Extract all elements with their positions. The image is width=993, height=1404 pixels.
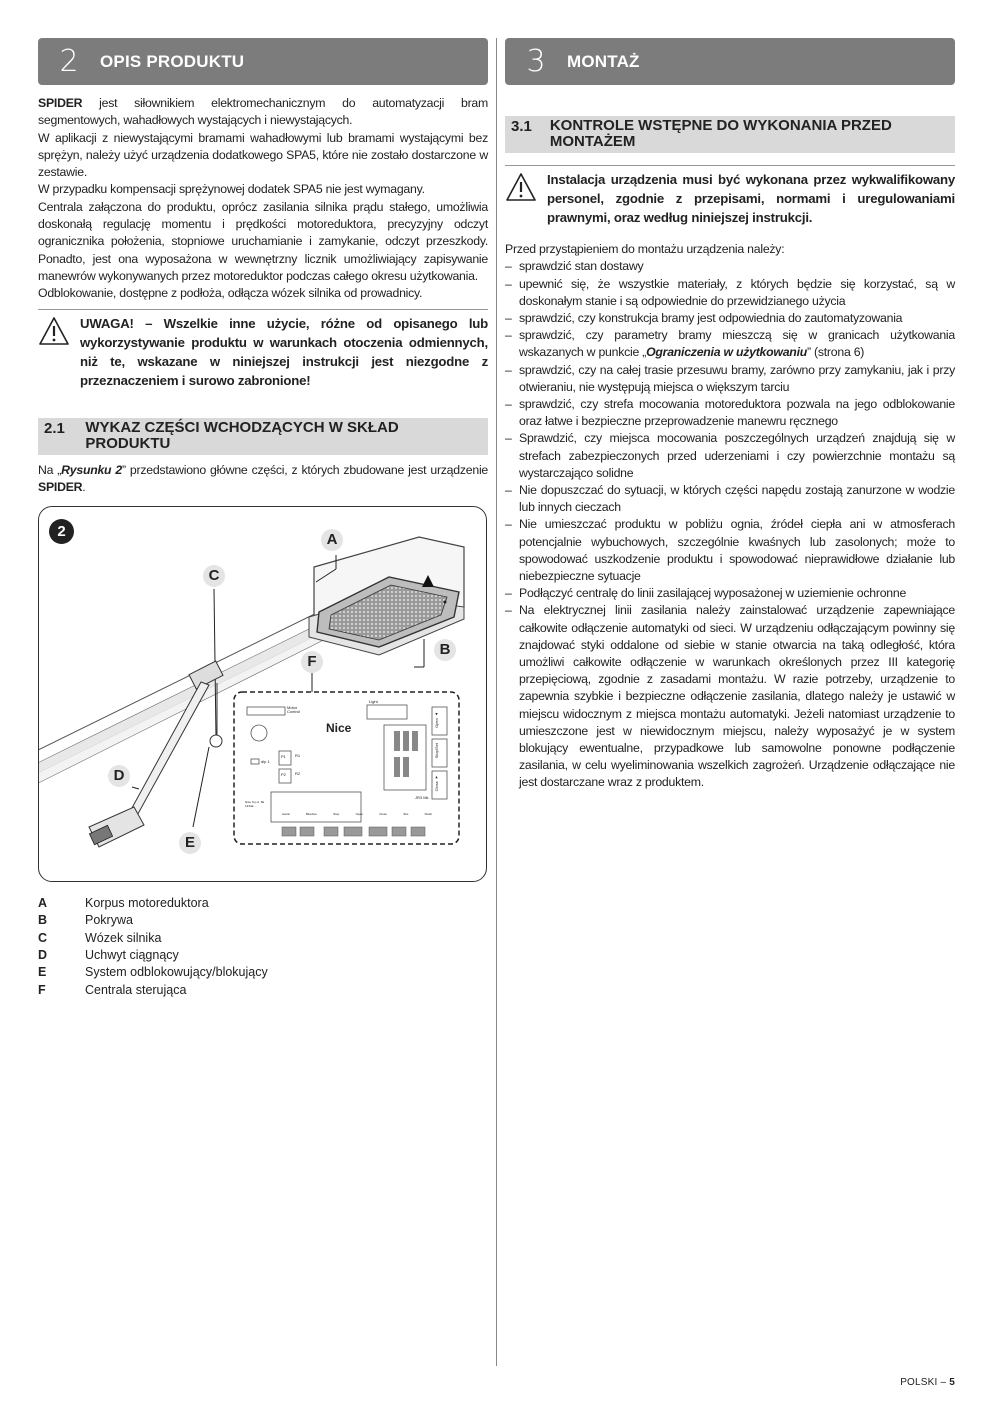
section-header-3-1 <box>505 116 955 153</box>
warning-triangle-icon <box>505 170 547 227</box>
board-r2: R2 <box>295 771 301 777</box>
right-column <box>505 38 955 792</box>
checklist <box>505 258 955 791</box>
page-footer: POLSKI – 5 <box>900 1377 955 1388</box>
chapter-title: MONTAŻ <box>567 51 640 71</box>
section-title: KONTROLE WSTĘPNE DO WYKONANIA PRZED MONTAŻEM <box>549 117 892 150</box>
board-jumper-labels: Aerial Bluebus Stop Open Close Sbs Flash <box>282 812 432 817</box>
callout-a: A <box>321 529 343 551</box>
warning-block <box>505 165 955 227</box>
intro-paragraph-2: W aplikacji z niewystającymi bramami wahadłowymi lub bramami wystającymi bez sprężyn, należy użyć urządzenia dodatkowego SPA5, które nie zostało dostarczone w zestawie. <box>38 130 488 180</box>
board-close: Close ▼ <box>434 775 439 792</box>
chapter-number: 2 <box>59 44 79 79</box>
section-title: WYKAZ CZĘŚCI WCHODZĄCYCH W SKŁAD PRODUKTU <box>85 418 399 452</box>
list-item: – Na elektrycznej linii zasilania należy zainstalować urządzenie zapewniające całkowite odłączenie automatyki od sieci. W urządzeniu odłączającym powinny się znajdować styki oddalone od siebie w stanie otwarcia na taką odległość, która umożliwi całkowite odłączenie w warunkach określonych przez III kategorię przepięciową, zgodnie z zasadami montażu. W razie potrzeby, urządzenie to zapewnia szybkie i bezpieczne odłączenie zasilania, dlatego należy je ustawić w miejscu widocznym z miejsca montażu automatyki. Jeżeli natomiast urządzenie to umieszczone jest w niewidocznym miejscu, należy wyposażyć je w system blokujący ewentualne, przypadkowe lub samowolne ponowne podłączenie zasilania, w celu wyeliminowania wszelkich zagrożeń. Urządzenie odłączające nie jest dostarczane wraz z produktem. <box>505 602 955 791</box>
list-item: – Nie dopuszczać do sytuacji, w których części napędu zostają zanurzone w wodzie lub innych cieczach <box>505 482 955 516</box>
intro-paragraph-3: W przypadku kompensacji sprężynowej dodatek SPA5 nie jest wymagany. <box>38 182 425 197</box>
board-open: Open ▲ <box>434 712 439 729</box>
intro-paragraph-1: SPIDER jest siłownikiem elektromechanicznym do automatyzacji bram segmentowych, wahadłowych wystających i niewystających. <box>38 96 488 128</box>
chapter-header-2 <box>38 38 488 85</box>
callout-c: C <box>203 565 225 587</box>
list-item: – sprawdzić, czy konstrukcja bramy jest odpowiednia do zautomatyzowania <box>505 310 955 327</box>
figure-2 <box>38 506 487 882</box>
board-dip: dip 1 <box>261 759 270 765</box>
list-item: – sprawdzić stan dostawy <box>505 258 955 275</box>
callout-d: D <box>108 765 130 787</box>
figure-legend <box>38 895 488 999</box>
warning-block <box>38 309 488 390</box>
legend-item: D Uchwyt ciągnący <box>38 948 179 963</box>
board-fw: Nice S.p.A. 8a 1234a... <box>245 800 265 809</box>
left-column <box>38 38 488 999</box>
callout-e: E <box>179 832 201 854</box>
board-brand: Nice <box>326 721 352 736</box>
limits-reference: Ograniczenia w użytkowaniu <box>646 345 808 360</box>
product-description <box>38 95 488 303</box>
figure-intro-text: Na „Rysunku 2” przedstawiono główne części, z których zbudowane jest urządzenie SPIDER. <box>38 462 489 494</box>
board-p1: P1 <box>281 754 286 760</box>
chapter-header-3 <box>505 38 955 85</box>
legend-item: C Wózek silnika <box>38 930 162 945</box>
legend-item: F Centrala sterująca <box>38 982 187 997</box>
chapter-title: OPIS PRODUKTU <box>100 51 245 71</box>
list-item: – upewnić się, że wszystkie materiały, z których będzie się korzystać, są w doskonałym stanie i są odpowiednie do przewidzianego użycia <box>505 276 955 310</box>
board-stop: Stop/Set <box>434 743 439 759</box>
checklist-intro: Przed przystąpieniem do montażu urządzenia należy: <box>505 242 785 256</box>
list-item: – Nie umieszczać produktu w pobliżu ognia, źródeł ciepła ani w atmosferach potencjalnie wybuchowych, szczególnie kwaśnych lub zasolonych; może to spowodować uszkodzenie produktu i spowodować nieprawidłowe działanie lub niebezpieczne sytuacje <box>505 516 955 585</box>
intro-paragraph-5: Odblokowanie, dostępne z podłoża, odłącza wózek silnika od prowadnicy. <box>38 286 423 301</box>
warning-text: Instalacja urządzenia musi być wykonana przez wykwalifikowany personel, zgodnie z przepisami, normami i uregulowaniami prawnymi, oraz według niniejszej instrukcji. <box>547 172 955 225</box>
figure-reference: Rysunku 2 <box>61 462 122 477</box>
list-item: – Podłączyć centralę do linii zasilającej wyposażonej w uziemienie ochronne <box>505 585 955 602</box>
list-item: – Sprawdzić, czy miejsca mocowania poszczególnych urządzeń znajdują się w strefach zabezpieczonych przed uderzeniami i czy powierzchnie montażu są wystarczająco solidne <box>505 430 955 482</box>
product-name: SPIDER <box>38 479 83 494</box>
board-r1: R1 <box>295 753 301 759</box>
section-number: 3.1 <box>511 118 532 135</box>
figure-illustration <box>39 507 487 882</box>
section-header-2-1 <box>38 418 488 455</box>
section-number: 2.1 <box>44 419 65 437</box>
legend-item: B Pokrywa <box>38 913 133 928</box>
product-name: SPIDER <box>38 96 83 110</box>
board-motor-control: Motor Control <box>287 705 300 715</box>
legend-item: A Korpus motoreduktora <box>38 896 209 911</box>
board-sn: JR3 Mk <box>415 795 429 801</box>
column-divider <box>496 38 497 1366</box>
callout-f: F <box>301 651 323 673</box>
warning-text: UWAGA! – Wszelkie inne użycie, różne od opisanego lub wykorzystywanie produktu w warunkach otoczenia odmiennych, niż te, wskazane w niniejszej instrukcji jest niezgodne z przeznaczeniem i surowo zabronione! <box>80 315 488 388</box>
list-item: – sprawdzić, czy na całej trasie przesuwu bramy, zarówno przy zamykaniu, jak i przy otwieraniu, nie występują miejsca o większym tarciu <box>505 362 955 396</box>
list-item: – sprawdzić, czy parametry bramy mieszczą się w granicach użytkowania wskazanych w punkcie „Ograniczenia w użytkowaniu” (strona 6) <box>505 327 955 361</box>
board-p2: P2 <box>281 772 286 778</box>
figure-number-badge: 2 <box>49 519 74 544</box>
legend-item: E System odblokowujący/blokujący <box>38 965 268 980</box>
intro-paragraph-4: Centrala załączona do produktu, oprócz zasilania silnika prądu stałego, umożliwia doskonałą regulację momentu i prędkości motoreduktora, precyzyjny odczyt ogranicznika położenia, stopniowe uruchamianie i zamykanie, odczyt przeszkody. Ponadto, jest ona wyposażona w wewnętrzny licznik umożliwiający zapisywanie manewrów wykonywanych przez motoreduktor podczas całego okresu użytkowania. <box>38 199 488 283</box>
page-number: 5 <box>949 1377 955 1388</box>
callout-b: B <box>434 639 456 661</box>
board-light: Light <box>369 699 378 705</box>
list-item: – sprawdzić, czy strefa mocowania motoreduktora pozwala na jego odblokowanie oraz łatwe i bezpieczne przeprowadzenie manewru ręcznego <box>505 396 955 430</box>
warning-triangle-icon <box>38 314 80 390</box>
chapter-number: 3 <box>526 44 546 79</box>
